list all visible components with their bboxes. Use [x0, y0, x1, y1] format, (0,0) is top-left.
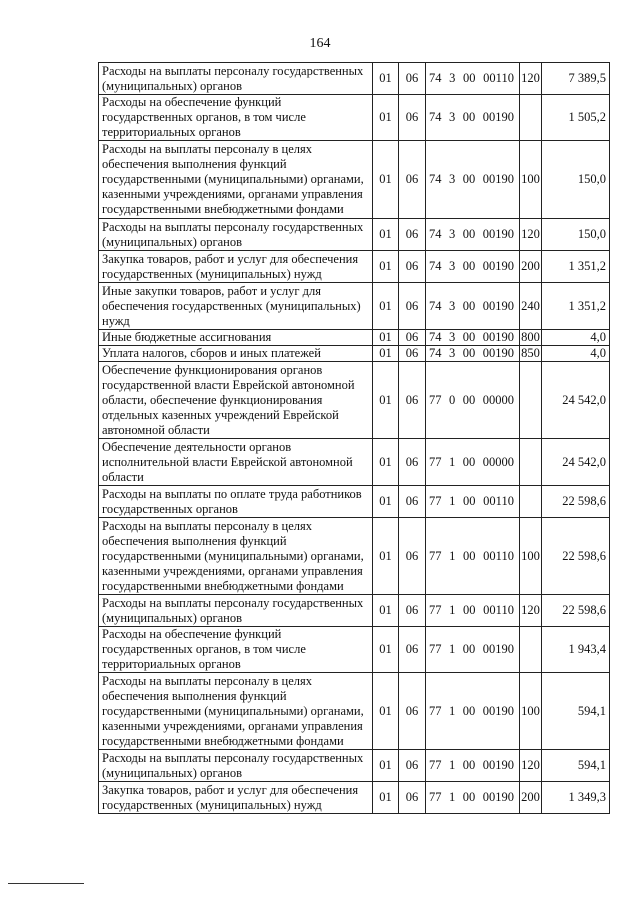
target-article-cell — [426, 330, 520, 346]
expense-name-cell: Расходы на выплаты персоналу государственных (муниципальных) органов — [99, 63, 373, 95]
amount-cell: 24 542,0 — [542, 362, 610, 439]
target-article-part: 00 — [462, 642, 476, 656]
budget-table-body — [99, 63, 610, 814]
target-article-code — [429, 346, 516, 361]
target-article-part: 1 — [449, 790, 456, 804]
expense-type-cell — [520, 439, 542, 486]
section-code-cell: 01 — [373, 219, 399, 251]
table-row — [99, 518, 610, 595]
target-article-cell — [426, 95, 520, 141]
table-row — [99, 439, 610, 486]
section-code-cell: 01 — [373, 362, 399, 439]
expense-name-cell: Расходы на выплаты персоналу в целях обеспечения выполнения функций государственными (муниципальными) органами, казенными учреждениями, органами управления государственными внебюджетными фондами — [99, 673, 373, 750]
target-article-part: 00190 — [482, 172, 514, 186]
amount-cell: 150,0 — [542, 141, 610, 219]
target-article-code — [429, 642, 516, 657]
target-article-part: 3 — [449, 330, 456, 344]
target-article-part: 00190 — [482, 642, 514, 656]
target-article-part: 00 — [462, 298, 476, 313]
target-article-code — [429, 330, 516, 345]
expense-type-cell: 120 — [520, 63, 542, 95]
amount-cell: 22 598,6 — [542, 518, 610, 595]
target-article-part: 00 — [462, 346, 476, 360]
expense-name-cell: Расходы на выплаты по оплате труда работников государственных органов — [99, 486, 373, 518]
expense-type-cell — [520, 362, 542, 439]
target-article-part: 00190 — [482, 790, 514, 804]
expense-name-cell: Закупка товаров, работ и услуг для обеспечения государственных (муниципальных) нужд — [99, 782, 373, 814]
target-article-code — [429, 393, 516, 408]
target-article-part: 0 — [449, 392, 456, 407]
target-article-part: 77 — [429, 758, 442, 772]
target-article-cell — [426, 673, 520, 750]
subsection-code-cell: 06 — [399, 330, 426, 346]
target-article-part: 00 — [462, 110, 476, 124]
section-code-cell: 01 — [373, 63, 399, 95]
expense-name-cell: Расходы на выплаты персоналу государственных (муниципальных) органов — [99, 750, 373, 782]
target-article-code — [429, 71, 516, 86]
target-article-part: 00190 — [482, 298, 514, 313]
expense-type-cell: 120 — [520, 595, 542, 627]
target-article-cell — [426, 283, 520, 330]
expense-name-cell: Расходы на обеспечение функций государственных органов, в том числе территориальных органов — [99, 627, 373, 673]
section-code-cell: 01 — [373, 518, 399, 595]
target-article-part: 00110 — [483, 71, 514, 85]
target-article-part: 00110 — [483, 603, 514, 617]
subsection-code-cell: 06 — [399, 750, 426, 782]
target-article-cell — [426, 782, 520, 814]
expense-type-cell — [520, 627, 542, 673]
expense-type-cell: 240 — [520, 283, 542, 330]
target-article-part: 1 — [449, 703, 456, 718]
target-article-part: 00000 — [482, 454, 514, 469]
amount-cell: 22 598,6 — [542, 595, 610, 627]
expense-type-cell: 120 — [520, 750, 542, 782]
target-article-code — [429, 455, 516, 470]
subsection-code-cell: 06 — [399, 595, 426, 627]
target-article-part: 00190 — [482, 227, 514, 241]
amount-cell: 22 598,6 — [542, 486, 610, 518]
target-article-code — [429, 110, 516, 125]
target-article-part: 77 — [429, 454, 442, 469]
section-code-cell: 01 — [373, 750, 399, 782]
amount-cell: 1 943,4 — [542, 627, 610, 673]
target-article-part: 00 — [463, 548, 476, 563]
table-row — [99, 63, 610, 95]
expense-name-cell: Иные бюджетные ассигнования — [99, 330, 373, 346]
subsection-code-cell: 06 — [399, 439, 426, 486]
target-article-part: 00190 — [482, 346, 514, 360]
target-article-cell — [426, 486, 520, 518]
target-article-part: 3 — [449, 346, 456, 360]
expense-name-cell: Обеспечение функционирования органов государственной власти Еврейской автономной области, обеспечение функционирования отдельных казенных учреждений Еврейской автономной области — [99, 362, 373, 439]
target-article-cell — [426, 362, 520, 439]
target-article-code — [429, 259, 516, 274]
expense-name-cell: Уплата налогов, сборов и иных платежей — [99, 346, 373, 362]
target-article-part: 77 — [429, 703, 442, 718]
target-article-part: 00 — [463, 494, 476, 508]
target-article-part: 1 — [449, 603, 456, 617]
expense-type-cell: 850 — [521, 346, 540, 360]
target-article-part: 74 — [429, 259, 442, 273]
amount-cell: 4,0 — [542, 346, 610, 362]
target-article-cell — [426, 346, 520, 362]
target-article-code — [429, 299, 516, 314]
expense-type-cell: 100 — [520, 141, 542, 219]
table-row — [99, 782, 610, 814]
section-code-cell: 01 — [373, 486, 399, 518]
target-article-part: 77 — [429, 603, 442, 617]
table-row — [99, 251, 610, 283]
target-article-cell — [426, 595, 520, 627]
table-row — [99, 141, 610, 219]
expense-name-cell: Закупка товаров, работ и услуг для обеспечения государственных (муниципальных) нужд — [99, 251, 373, 283]
target-article-part: 74 — [429, 172, 442, 186]
expense-type-cell: 800 — [521, 330, 540, 344]
target-article-part: 77 — [429, 790, 442, 804]
target-article-part: 00 — [462, 454, 476, 469]
target-article-part: 77 — [429, 494, 442, 508]
target-article-code — [429, 704, 516, 719]
target-article-part: 00190 — [482, 703, 514, 718]
expense-name-cell: Расходы на выплаты персоналу в целях обеспечения выполнения функций государственными (муниципальными) органами, казенными учреждениями, органами управления государственными внебюджетными фондами — [99, 518, 373, 595]
target-article-cell — [426, 219, 520, 251]
footnote-divider — [8, 883, 84, 884]
section-code-cell: 01 — [373, 141, 399, 219]
expense-name-cell: Расходы на выплаты персоналу государственных (муниципальных) органов — [99, 595, 373, 627]
expense-name-cell: Расходы на выплаты персоналу в целях обеспечения выполнения функций государственными (муниципальными) органами, казенными учреждениями, органами управления государственными внебюджетными фондами — [99, 141, 373, 219]
section-code-cell: 01 — [373, 782, 399, 814]
section-code-cell: 01 — [373, 673, 399, 750]
target-article-part: 74 — [429, 298, 442, 313]
expense-type-cell: 200 — [520, 782, 542, 814]
amount-cell: 594,1 — [542, 750, 610, 782]
target-article-code — [429, 790, 516, 805]
section-code-cell: 01 — [373, 595, 399, 627]
target-article-cell — [426, 439, 520, 486]
subsection-code-cell: 06 — [399, 141, 426, 219]
section-code-cell: 01 — [373, 251, 399, 283]
expense-type-cell — [520, 486, 542, 518]
expense-name-cell: Расходы на обеспечение функций государственных органов, в том числе территориальных органов — [99, 95, 373, 141]
subsection-code-cell: 06 — [399, 251, 426, 283]
expense-type-cell: 200 — [520, 251, 542, 283]
section-code-cell: 01 — [373, 283, 399, 330]
table-row — [99, 750, 610, 782]
target-article-part: 00190 — [482, 259, 514, 273]
expense-name-cell: Иные закупки товаров, работ и услуг для обеспечения государственных (муниципальных) нужд — [99, 283, 373, 330]
target-article-part: 00 — [462, 790, 476, 804]
expense-type-cell: 120 — [520, 219, 542, 251]
target-article-code — [429, 494, 516, 509]
expense-name-cell: Расходы на выплаты персоналу государственных (муниципальных) органов — [99, 219, 373, 251]
target-article-code — [429, 549, 516, 564]
target-article-part: 00190 — [482, 110, 514, 124]
target-article-part: 3 — [449, 298, 456, 313]
target-article-part: 3 — [449, 259, 456, 273]
section-code-cell: 01 — [373, 95, 399, 141]
target-article-part: 00 — [462, 392, 476, 407]
table-row — [99, 673, 610, 750]
target-article-part: 74 — [429, 330, 442, 344]
amount-cell: 1 505,2 — [542, 95, 610, 141]
target-article-part: 00 — [462, 758, 476, 772]
target-article-part: 00 — [462, 330, 476, 344]
table-row — [99, 330, 610, 346]
target-article-part: 00 — [462, 259, 476, 273]
target-article-part: 1 — [449, 642, 456, 656]
table-row — [99, 362, 610, 439]
target-article-part: 74 — [429, 227, 442, 241]
table-row — [99, 283, 610, 330]
target-article-part: 74 — [429, 346, 442, 360]
subsection-code-cell: 06 — [399, 95, 426, 141]
table-row — [99, 595, 610, 627]
target-article-part: 00000 — [482, 392, 514, 407]
subsection-code-cell: 06 — [399, 283, 426, 330]
target-article-part: 1 — [449, 758, 456, 772]
target-article-part: 00 — [463, 603, 476, 617]
target-article-part: 3 — [449, 71, 456, 85]
section-code-cell: 01 — [373, 439, 399, 486]
amount-cell: 1 351,2 — [542, 283, 610, 330]
subsection-code-cell: 06 — [399, 673, 426, 750]
target-article-part: 77 — [429, 392, 442, 407]
amount-cell: 594,1 — [542, 673, 610, 750]
target-article-part: 00110 — [483, 548, 514, 563]
target-article-part: 00 — [463, 71, 476, 85]
page-number: 164 — [309, 36, 331, 51]
target-article-cell — [426, 750, 520, 782]
target-article-part: 74 — [429, 71, 442, 85]
target-article-part: 1 — [449, 494, 456, 508]
amount-cell: 7 389,5 — [542, 63, 610, 95]
target-article-part: 00190 — [482, 330, 514, 344]
expense-type-cell: 100 — [520, 518, 542, 595]
target-article-part: 74 — [429, 110, 442, 124]
target-article-code — [429, 172, 516, 187]
table-row — [99, 95, 610, 141]
section-code-cell: 01 — [373, 346, 399, 362]
section-code-cell: 01 — [373, 627, 399, 673]
target-article-code — [429, 603, 516, 618]
expense-name-cell: Обеспечение деятельности органов исполнительной власти Еврейской автономной области — [99, 439, 373, 486]
subsection-code-cell: 06 — [399, 627, 426, 673]
table-row — [99, 346, 610, 362]
target-article-part: 00 — [462, 703, 476, 718]
subsection-code-cell: 06 — [399, 63, 426, 95]
target-article-part: 1 — [449, 454, 456, 469]
target-article-cell — [426, 251, 520, 283]
amount-cell: 24 542,0 — [542, 439, 610, 486]
target-article-part: 00 — [462, 172, 476, 186]
target-article-part: 3 — [449, 110, 456, 124]
table-row — [99, 627, 610, 673]
subsection-code-cell: 06 — [399, 518, 426, 595]
target-article-part: 3 — [449, 172, 456, 186]
subsection-code-cell: 06 — [399, 346, 426, 362]
target-article-part: 3 — [449, 227, 456, 241]
subsection-code-cell: 06 — [399, 486, 426, 518]
amount-cell: 1 349,3 — [542, 782, 610, 814]
target-article-code — [429, 227, 516, 242]
target-article-cell — [426, 518, 520, 595]
amount-cell: 150,0 — [542, 219, 610, 251]
expense-type-cell: 100 — [520, 673, 542, 750]
subsection-code-cell: 06 — [399, 362, 426, 439]
amount-cell: 1 351,2 — [542, 251, 610, 283]
target-article-part: 00 — [462, 227, 476, 241]
target-article-part: 00190 — [482, 758, 514, 772]
table-row — [99, 486, 610, 518]
target-article-part: 00110 — [483, 494, 514, 508]
target-article-part: 1 — [449, 548, 456, 563]
subsection-code-cell: 06 — [399, 782, 426, 814]
target-article-part: 77 — [429, 642, 442, 656]
section-code-cell: 01 — [373, 330, 399, 346]
target-article-code — [429, 758, 516, 773]
table-row — [99, 219, 610, 251]
subsection-code-cell: 06 — [399, 219, 426, 251]
target-article-cell — [426, 627, 520, 673]
target-article-cell — [426, 63, 520, 95]
expense-type-cell — [520, 95, 542, 141]
amount-cell: 4,0 — [542, 330, 610, 346]
budget-table — [98, 62, 610, 814]
target-article-cell — [426, 141, 520, 219]
target-article-part: 77 — [429, 548, 442, 563]
